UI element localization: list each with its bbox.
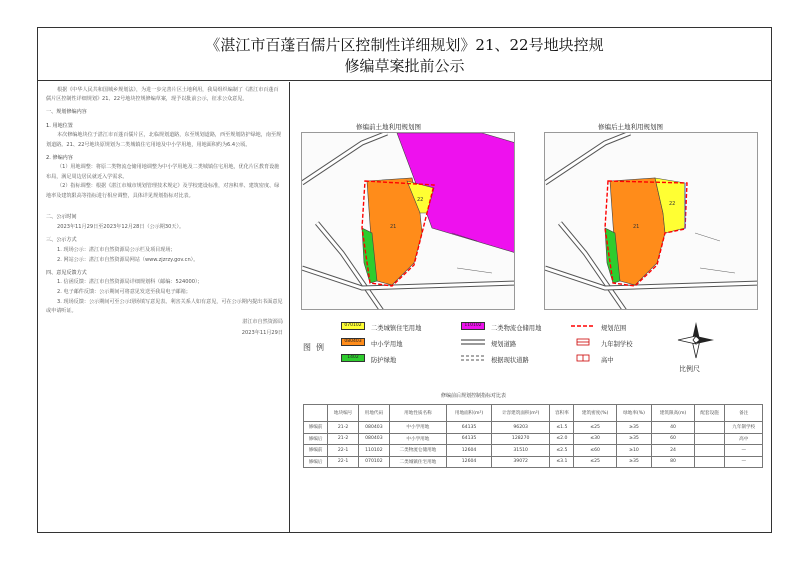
table-cell: 64135: [447, 422, 492, 434]
indicator-table: [303, 404, 763, 468]
title-line-2: 修编草案批前公示: [344, 57, 465, 75]
legend-label: 图例: [303, 343, 329, 352]
table-header-cell: 建筑限高(m): [652, 405, 694, 422]
table-row: [304, 422, 763, 434]
table-header-cell: 计容建筑面积(m²): [492, 405, 550, 422]
table-cell: ≥35: [616, 422, 652, 434]
map-before: [301, 132, 515, 310]
table-cell: 21-2: [328, 422, 359, 434]
table-cell: 修编前: [304, 422, 328, 434]
table-cell: ≥10: [616, 445, 652, 457]
table-row: [304, 445, 763, 457]
reason-heading: 2. 修编内容: [46, 154, 73, 161]
table-cell: [694, 433, 725, 445]
section-heading-content: 一、规划修编内容: [46, 109, 87, 116]
map-after-title: 修编后土地利用规划图: [598, 123, 663, 131]
table-cell: 修编前: [304, 445, 328, 457]
table-cell: ≤1.5: [550, 422, 574, 434]
north-arrow-icon: [676, 320, 716, 360]
table-cell: 中小学用地: [389, 422, 446, 434]
table-cell: ≤25: [574, 422, 616, 434]
svg-text:22: 22: [669, 201, 676, 207]
legend-symbol-boundary: [571, 322, 595, 330]
table-header-cell: [304, 405, 328, 422]
way-2: 2. 网站公示：湛江市自然资源局网站（www.zjzrzy.gov.cn）。: [57, 256, 199, 263]
legend-swatch-logistics: 110102: [461, 322, 485, 330]
map-after: [544, 132, 758, 310]
reason-text-1: （1）用地调整：将原二类物流仓储用地调整为中小学用地及二类城镇住宅用地，优化片区教育设施布局，满足周边居民就近入学需求。: [46, 164, 280, 180]
feedback-3: 3. 现场反馈：公示期间可至公示现场填写意见表。利害关系人如有意见，可在公示期内提出书面意见或申请听证。: [46, 298, 283, 315]
table-header-cell: 地块编号: [328, 405, 359, 422]
table-cell: ≤30: [574, 433, 616, 445]
plan-panel: [291, 82, 771, 532]
table-cell: 二类物流仓储用地: [389, 445, 446, 457]
table-cell: 21-2: [328, 433, 359, 445]
legend-swatch-school: 080403: [341, 338, 365, 346]
legend-text-school: 中小学用地: [371, 341, 403, 348]
legend-text-nine-year-school: 九年制学校: [601, 341, 633, 348]
table-cell: 39072: [492, 456, 550, 468]
page-title: [38, 29, 771, 81]
table-cell: 080403: [358, 422, 389, 434]
table-cell: ≤3.1: [550, 456, 574, 468]
table-cell: 修编后: [304, 456, 328, 468]
table-cell: 070102: [358, 456, 389, 468]
table-header-cell: 容积率: [550, 405, 574, 422]
table-cell: 31510: [492, 445, 550, 457]
feedback-1: 1. 信函反馈：湛江市自然资源局详细规划科（邮编：524000）；: [57, 279, 203, 286]
table-cell: 60: [652, 433, 694, 445]
table-header-cell: 用地面积(m²): [447, 405, 492, 422]
table-cell: 12604: [447, 456, 492, 468]
table-row: [304, 433, 763, 445]
table-title: 修编前后规划控制指标对比表: [441, 393, 507, 399]
table-header-cell: 配套设施: [694, 405, 725, 422]
table-cell: 80: [652, 456, 694, 468]
table-cell: 高中: [725, 433, 763, 445]
table-cell: 12604: [447, 445, 492, 457]
table-cell: 22-1: [328, 445, 359, 457]
section-heading-time: 二、公示时间: [46, 214, 77, 221]
legend-symbol-road: [461, 338, 485, 346]
table-cell: 080403: [358, 433, 389, 445]
notice-text-column: [38, 82, 290, 532]
svg-text:21: 21: [390, 224, 397, 230]
table-cell: 40: [652, 422, 694, 434]
table-header-row: [304, 405, 763, 422]
map-before-drawing: [302, 133, 515, 310]
table-cell: ≤2.5: [550, 445, 574, 457]
legend-text-existing-road: 根据现状道路: [491, 357, 529, 364]
table-cell: ≤2.0: [550, 433, 574, 445]
table-header-cell: 绿地率(%): [616, 405, 652, 422]
map-after-drawing: [545, 133, 758, 310]
way-1: 1. 现场公示：湛江市自然资源局公示栏及项目现场；: [57, 246, 176, 253]
table-header-cell: 建筑密度(%): [574, 405, 616, 422]
feedback-2: 2. 电子邮件反馈：公示期间可将意见发送至我局电子邮箱；: [57, 289, 191, 296]
notice-intro: 根据《中华人民共和国城乡规划法》，为进一步完善片区土地利用，我局组织编制了《湛江市百蓬百儒片区控制性详细规划》21、22号地块控规修编草案，现予以批前公示，征求公众意见。: [46, 87, 279, 103]
table-cell: [694, 422, 725, 434]
map-before-title: 修编前土地利用规划图: [356, 123, 421, 131]
svg-text:22: 22: [417, 197, 424, 203]
signature-date: 2023年11月29日: [241, 330, 283, 337]
legend-symbol-nine-year-school: [571, 338, 595, 346]
table-header-cell: 用地代码: [358, 405, 389, 422]
table-cell: —: [725, 456, 763, 468]
table-cell: ≤25: [574, 456, 616, 468]
scale-label: 比例尺: [679, 365, 700, 373]
legend: [291, 318, 771, 388]
table-cell: 64135: [447, 433, 492, 445]
legend-text-logistics: 二类物流仓储用地: [491, 325, 542, 332]
legend-text-residential: 二类城镇住宅用地: [371, 325, 422, 332]
legend-text-green: 防护绿地: [371, 357, 397, 364]
legend-swatch-residential: 070102: [341, 322, 365, 330]
table-cell: 96203: [492, 422, 550, 434]
table-cell: 128270: [492, 433, 550, 445]
location-heading: 1. 用地位置: [46, 122, 73, 129]
table-cell: 22-1: [328, 456, 359, 468]
table-cell: [694, 456, 725, 468]
reason-text-2: （2）指标调整：根据《湛江市城市规划管理技术规定》及学校建设标准，对容积率、建筑密度、绿地率及建筑限高等指标进行相应调整，具体详见规划指标对比表。: [46, 183, 280, 199]
location-text: 本次修编地块位于湛江市百蓬百儒片区，北临规划道路，东至规划道路，西至规划防护绿地，南至规划道路。21、22号地块原规划为二类城镇住宅用地及中小学用地，用地面积约为6.4公顷。: [46, 132, 282, 148]
table-cell: 九年制学校: [725, 422, 763, 434]
table-cell: [694, 445, 725, 457]
signature-org: 湛江市自然资源局: [242, 319, 283, 326]
legend-swatch-green: 1402: [341, 354, 365, 362]
table-cell: 修编后: [304, 433, 328, 445]
table-cell: —: [725, 445, 763, 457]
table-header-cell: 用地性质名称: [389, 405, 446, 422]
table-cell: ≥35: [616, 456, 652, 468]
legend-text-boundary: 规划范围: [601, 325, 627, 332]
table-cell: ≥35: [616, 433, 652, 445]
title-line-1: 《湛江市百蓬百儒片区控制性详细规划》21、22号地块控规: [205, 36, 604, 54]
table-header-cell: 备注: [725, 405, 763, 422]
svg-text:21: 21: [633, 224, 640, 230]
table-cell: 110102: [358, 445, 389, 457]
section-heading-feedback: 四、意见反馈方式: [46, 269, 87, 276]
table-cell: 中小学用地: [389, 433, 446, 445]
time-text: 2023年11月29日至2023年12月28日（公示期30天）。: [57, 223, 185, 230]
legend-text-high-school: 高中: [601, 357, 614, 364]
table-row: [304, 456, 763, 468]
table-cell: 二类城镇住宅用地: [389, 456, 446, 468]
legend-symbol-existing-road: [461, 354, 485, 362]
legend-text-road: 规划道路: [491, 341, 517, 348]
table-cell: 24: [652, 445, 694, 457]
table-cell: ≤60: [574, 445, 616, 457]
legend-symbol-high-school: [571, 354, 595, 362]
section-heading-way: 三、公示方式: [46, 237, 77, 244]
